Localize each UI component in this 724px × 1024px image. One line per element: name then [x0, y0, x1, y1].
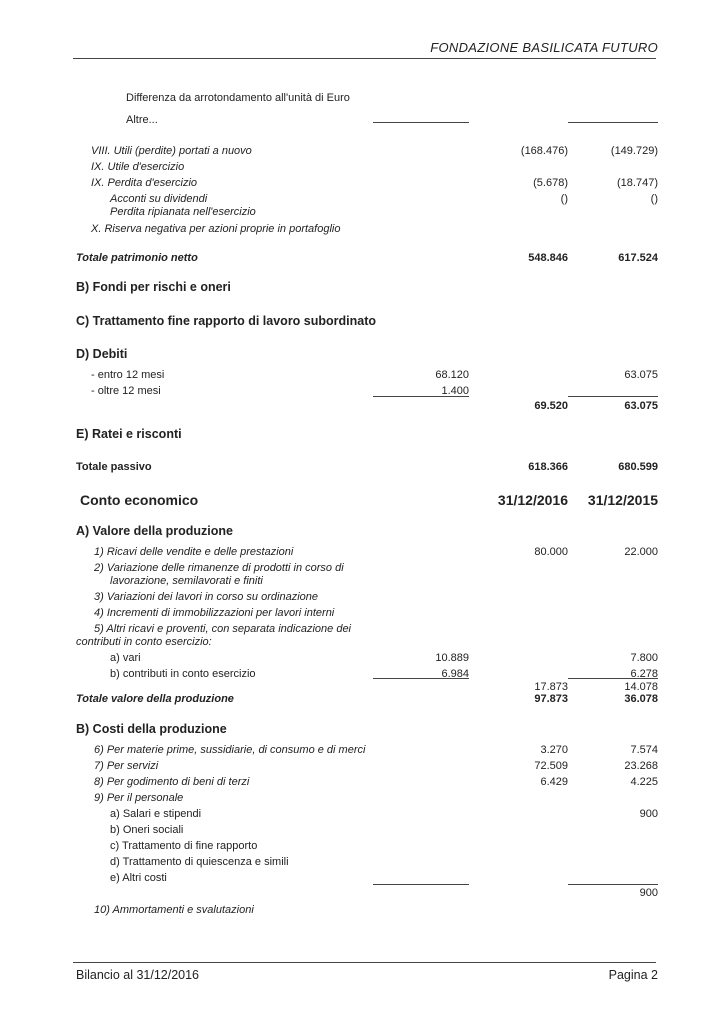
row-label: d) Trattamento di quiescenza e simili [110, 856, 289, 868]
table-row [0, 251, 724, 265]
row-label: b) Oneri sociali [110, 824, 184, 836]
header-rule [73, 58, 656, 59]
table-row [0, 574, 724, 588]
row-label: 5) Altri ricavi e proventi, con separata indicazione dei [94, 623, 352, 635]
footer-rule [73, 962, 656, 963]
row-label: Conto economico [80, 492, 199, 508]
table-row [0, 775, 724, 789]
table-row [0, 855, 724, 869]
value-c4: 14.078 [624, 681, 658, 693]
table-row [0, 823, 724, 837]
table-row [0, 368, 724, 382]
value-c3: 69.520 [534, 400, 568, 412]
table-row [0, 347, 724, 361]
row-label: Totale valore della produzione [76, 693, 234, 705]
row-label: 9) Per il personale [94, 792, 184, 804]
underline-col2 [373, 678, 469, 679]
value-c3: 31/12/2016 [497, 492, 568, 508]
value-c2: 6.984 [441, 668, 469, 680]
table-row [0, 192, 724, 206]
row-label: a) vari [110, 652, 141, 664]
row-label: b) contributi in conto esercizio [110, 668, 256, 680]
value-c4: 680.599 [618, 461, 658, 473]
value-c4: 7.574 [630, 744, 658, 756]
underline-col4 [568, 396, 658, 397]
row-label: 7) Per servizi [94, 760, 159, 772]
table-row [0, 144, 724, 158]
row-label: Altre... [126, 114, 158, 126]
underline-col4 [568, 884, 658, 885]
row-label: contributi in conto esercizio: [76, 636, 212, 648]
table-row [0, 280, 724, 294]
row-label: e) Altri costi [110, 872, 167, 884]
value-c3: (5.678) [533, 177, 568, 189]
table-row [0, 113, 724, 127]
table-row [0, 759, 724, 773]
row-label: 2) Variazione delle rimanenze di prodotti in corso di [94, 562, 344, 574]
footer-page-number: Pagina 2 [608, 968, 658, 982]
row-label: B) Costi della produzione [76, 722, 227, 736]
row-label: Perdita ripianata nell'esercizio [110, 206, 256, 218]
table-row [0, 524, 724, 538]
row-label: c) Trattamento di fine rapporto [110, 840, 258, 852]
value-c4: 7.800 [630, 652, 658, 664]
value-c4: 63.075 [624, 400, 658, 412]
underline-col2 [373, 122, 469, 123]
row-label: 4) Incrementi di immobilizzazioni per lavori interni [94, 607, 335, 619]
row-label: 3) Variazioni dei lavori in corso su ordinazione [94, 591, 318, 603]
row-label: 8) Per godimento di beni di terzi [94, 776, 250, 788]
value-c2: 68.120 [435, 369, 469, 381]
table-row [0, 460, 724, 474]
table-row [0, 493, 724, 507]
table-row [0, 160, 724, 174]
row-label: D) Debiti [76, 347, 128, 361]
value-c4: (149.729) [610, 145, 658, 157]
value-c4: 4.225 [630, 776, 658, 788]
table-row [0, 176, 724, 190]
footer-title: Bilancio al 31/12/2016 [76, 968, 200, 982]
row-label: C) Trattamento fine rapporto di lavoro subordinato [76, 314, 377, 328]
row-label: lavorazione, semilavorati e finiti [110, 575, 263, 587]
table-row [0, 222, 724, 236]
row-label: 10) Ammortamenti e svalutazioni [94, 904, 254, 916]
value-c4: 36.078 [624, 693, 658, 705]
row-label: IX. Perdita d'esercizio [91, 177, 198, 189]
row-label: VIII. Utili (perdite) portati a nuovo [91, 145, 252, 157]
value-c4: 31/12/2015 [587, 492, 658, 508]
value-c4: () [650, 193, 658, 205]
table-row [0, 622, 724, 636]
table-row [0, 205, 724, 219]
table-row [0, 635, 724, 649]
value-c4: (18.747) [617, 177, 658, 189]
table-row [0, 427, 724, 441]
document-header-org: FONDAZIONE BASILICATA FUTURO [430, 40, 658, 55]
row-label: Totale passivo [76, 461, 152, 473]
table-row [0, 399, 724, 413]
table-row [0, 561, 724, 575]
value-c4: 6.278 [630, 668, 658, 680]
table-row [0, 839, 724, 853]
row-label: Differenza da arrotondamento all'unità di Euro [126, 92, 350, 104]
row-label: Totale patrimonio netto [76, 252, 198, 264]
value-c2: 10.889 [435, 652, 469, 664]
table-row [0, 545, 724, 559]
row-label: - entro 12 mesi [91, 369, 165, 381]
row-label: Acconti su dividendi [110, 193, 208, 205]
row-label: 1) Ricavi delle vendite e delle prestazioni [94, 546, 294, 558]
underline-col2 [373, 884, 469, 885]
table-row [0, 314, 724, 328]
table-row [0, 692, 724, 706]
value-c3: 6.429 [540, 776, 568, 788]
table-row [0, 903, 724, 917]
value-c4: 63.075 [624, 369, 658, 381]
row-label: E) Ratei e risconti [76, 427, 182, 441]
row-label: B) Fondi per rischi e oneri [76, 280, 231, 294]
value-c3: 618.366 [528, 461, 568, 473]
table-row [0, 743, 724, 757]
row-label: a) Salari e stipendi [110, 808, 202, 820]
table-row [0, 651, 724, 665]
table-row [0, 886, 724, 900]
row-label: 6) Per materie prime, sussidiarie, di consumo e di merci [94, 744, 366, 756]
row-label: A) Valore della produzione [76, 524, 233, 538]
value-c3: 97.873 [534, 693, 568, 705]
row-label: X. Riserva negativa per azioni proprie in portafoglio [91, 223, 341, 235]
row-label: IX. Utile d'esercizio [91, 161, 185, 173]
table-row [0, 807, 724, 821]
value-c4: 22.000 [624, 546, 658, 558]
value-c3: (168.476) [520, 145, 568, 157]
table-row [0, 791, 724, 805]
table-row [0, 606, 724, 620]
value-c3: 548.846 [528, 252, 568, 264]
table-row [0, 91, 724, 105]
table-row [0, 871, 724, 885]
value-c4: 617.524 [618, 252, 658, 264]
underline-col4 [568, 122, 658, 123]
value-c3: 72.509 [534, 760, 568, 772]
value-c3: 17.873 [534, 681, 568, 693]
underline-col4 [568, 678, 658, 679]
value-c3: 3.270 [540, 744, 568, 756]
underline-col2 [373, 396, 469, 397]
table-row [0, 590, 724, 604]
value-c3: () [560, 193, 568, 205]
value-c3: 80.000 [534, 546, 568, 558]
row-label: - oltre 12 mesi [91, 385, 161, 397]
value-c2: 1.400 [441, 385, 469, 397]
value-c4: 900 [639, 808, 658, 820]
value-c4: 900 [639, 887, 658, 899]
value-c4: 23.268 [624, 760, 658, 772]
table-row [0, 722, 724, 736]
